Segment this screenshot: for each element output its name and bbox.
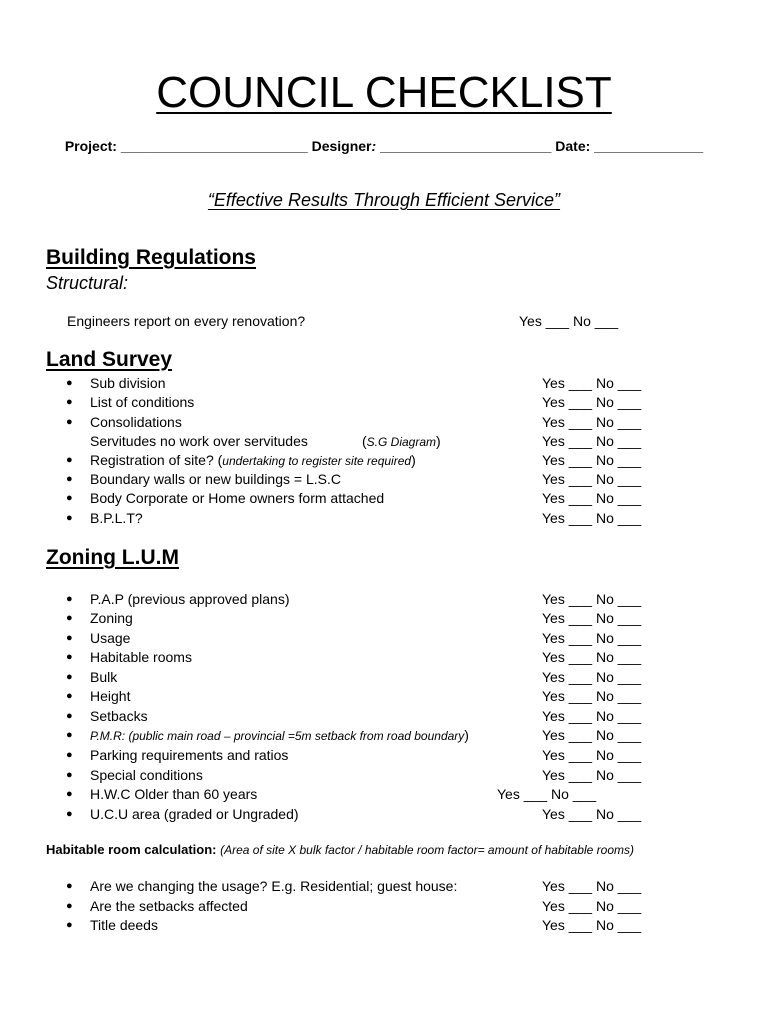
calc-label: Habitable room calculation:: [46, 842, 217, 857]
structural-subheading: Structural:: [46, 273, 129, 293]
checklist-row: [0, 393, 768, 413]
checklist-row: [0, 916, 768, 936]
yes-no-field[interactable]: Yes ___ No ___: [542, 878, 642, 894]
checklist-row: [0, 470, 768, 490]
building-regulations-heading: Building Regulations: [46, 246, 256, 269]
yes-no-field[interactable]: Yes ___ No ___: [542, 767, 642, 783]
bullet-icon: ●: [66, 709, 73, 722]
habitable-room-calculation: [46, 842, 634, 857]
yes-no-field[interactable]: Yes ___ No ___: [542, 917, 642, 933]
checklist-row: [0, 668, 768, 688]
checklist-row: [0, 413, 768, 433]
item-label: Zoning: [90, 610, 133, 626]
checklist-row: [0, 489, 768, 509]
item-label: List of conditions: [90, 394, 195, 410]
date-label: Date:: [555, 138, 591, 154]
yes-no-field[interactable]: Yes ___ No ___: [542, 688, 642, 704]
item-label: Engineers report on every renovation?: [67, 313, 306, 329]
yes-no-field[interactable]: Yes ___ No ___: [542, 610, 642, 626]
checklist-row: [0, 432, 768, 452]
item-label: Registration of site? (undertaking to register site required): [90, 452, 416, 468]
land-survey-heading: Land Survey: [46, 348, 173, 371]
yes-no-field[interactable]: Yes ___ No ___: [542, 394, 642, 410]
item-label: Special conditions: [90, 767, 203, 783]
bullet-icon: ●: [66, 729, 73, 741]
bullet-icon: ●: [66, 769, 73, 781]
checklist-row: [0, 726, 768, 746]
designer-field[interactable]: ______________________: [380, 138, 552, 154]
item-label: Height: [90, 688, 131, 704]
yes-no-field[interactable]: Yes ___ No ___: [542, 649, 642, 665]
item-label: Setbacks: [90, 707, 148, 724]
bullet-icon: ●: [66, 631, 73, 644]
project-label: Project:: [64, 138, 117, 154]
bullet-icon: ●: [66, 880, 73, 892]
bullet-icon: ●: [66, 690, 73, 702]
checklist-row: [0, 746, 768, 766]
bullet-icon: ●: [66, 670, 73, 683]
item-label: Title deeds: [90, 917, 158, 933]
bullet-icon: ●: [66, 492, 73, 504]
yes-no-field[interactable]: Yes ___ No ___: [542, 707, 642, 724]
bullet-icon: ●: [66, 612, 73, 624]
yes-no-field[interactable]: Yes ___ No ___: [542, 452, 642, 468]
item-label: P.M.R: (public main road – provincial =5m setback from road boundary): [90, 727, 469, 743]
bullet-icon: ●: [66, 788, 73, 800]
bullet-icon: ●: [66, 473, 73, 485]
yes-no-field[interactable]: Yes ___ No ___: [542, 806, 642, 822]
bullet-icon: ●: [66, 512, 73, 524]
bullet-icon: ●: [66, 651, 73, 663]
yes-no-field[interactable]: Yes ___ No ___: [542, 668, 642, 685]
item-text: Servitudes no work over servitudes: [90, 433, 308, 449]
item-label: Are we changing the usage? E.g. Residential; guest house:: [90, 878, 458, 894]
checklist-row: [0, 590, 768, 610]
yes-no-field[interactable]: Yes ___ No ___: [542, 629, 642, 646]
checklist-row: [0, 687, 768, 707]
item-label: U.C.U area (graded or Ungraded): [90, 806, 299, 822]
yes-no-field[interactable]: Yes ___ No ___: [519, 313, 619, 329]
checklist-row: [0, 648, 768, 668]
bullet-icon: ●: [66, 749, 73, 761]
yes-no-field[interactable]: Yes ___ No ___: [542, 413, 642, 430]
yes-no-field[interactable]: Yes ___ No ___: [542, 897, 642, 914]
yes-no-field[interactable]: Yes ___ No ___: [542, 747, 642, 763]
bullet-icon: ●: [66, 808, 73, 820]
item-label: Usage: [90, 629, 131, 646]
item-label: Body Corporate or Home owners form attached: [90, 490, 385, 506]
bullet-icon: ●: [66, 899, 73, 912]
item-label: Habitable rooms: [90, 649, 192, 665]
item-label: B.P.L.T?: [90, 510, 143, 526]
designer-label: Designer: [311, 138, 372, 154]
bullet-icon: ●: [66, 593, 73, 605]
item-label: Sub division: [90, 374, 166, 391]
item-label: Bulk: [90, 668, 118, 685]
project-field[interactable]: ________________________: [120, 138, 308, 154]
item-label: Are the setbacks affected: [90, 897, 248, 914]
item-label: P.A.P (previous approved plans): [90, 591, 290, 607]
bullet-icon: ●: [66, 454, 73, 466]
designer-colon: :: [371, 138, 377, 154]
checklist-row: [0, 877, 768, 897]
item-label: Parking requirements and ratios: [90, 747, 289, 763]
yes-no-field[interactable]: Yes ___ No ___: [542, 471, 642, 487]
project-info-line: [40, 136, 728, 156]
calc-formula: (Area of site X bulk factor / habitable room factor= amount of habitable rooms): [220, 843, 634, 857]
checklist-row: [0, 897, 768, 917]
zoning-heading: Zoning L.U.M: [46, 546, 179, 569]
item-label: Consolidations: [90, 413, 182, 430]
yes-no-field[interactable]: Yes ___ No ___: [497, 786, 597, 802]
bullet-icon: ●: [66, 376, 73, 389]
yes-no-field[interactable]: Yes ___ No ___: [542, 490, 642, 506]
checklist-row: [0, 785, 768, 805]
bullet-icon: ●: [66, 396, 73, 408]
bullet-icon: ●: [66, 919, 73, 931]
checklist-row: [0, 312, 768, 332]
checklist-row: [0, 451, 768, 471]
item-label: H.W.C Older than 60 years: [90, 786, 258, 802]
item-note: (S.G Diagram): [362, 433, 441, 449]
yes-no-field[interactable]: Yes ___ No ___: [542, 374, 642, 391]
item-label: [90, 432, 441, 452]
date-field[interactable]: ______________: [594, 138, 704, 154]
bullet-icon: ●: [66, 415, 73, 428]
yes-no-field[interactable]: Yes ___ No ___: [542, 591, 642, 607]
yes-no-field[interactable]: Yes ___ No ___: [542, 727, 642, 743]
yes-no-field[interactable]: Yes ___ No ___: [542, 510, 642, 526]
checklist-row: [0, 609, 768, 629]
checklist-row: [0, 374, 768, 394]
tagline: “Effective Results Through Efficient Service”: [207, 190, 561, 210]
checklist-row: [0, 509, 768, 529]
document-title: COUNCIL CHECKLIST: [156, 68, 612, 117]
checklist-row: [0, 707, 768, 727]
checklist-row: [0, 805, 768, 825]
item-label: Boundary walls or new buildings = L.S.C: [90, 471, 341, 487]
checklist-row: [0, 629, 768, 649]
checklist-row: [0, 766, 768, 786]
yes-no-field[interactable]: Yes ___ No ___: [542, 433, 642, 449]
